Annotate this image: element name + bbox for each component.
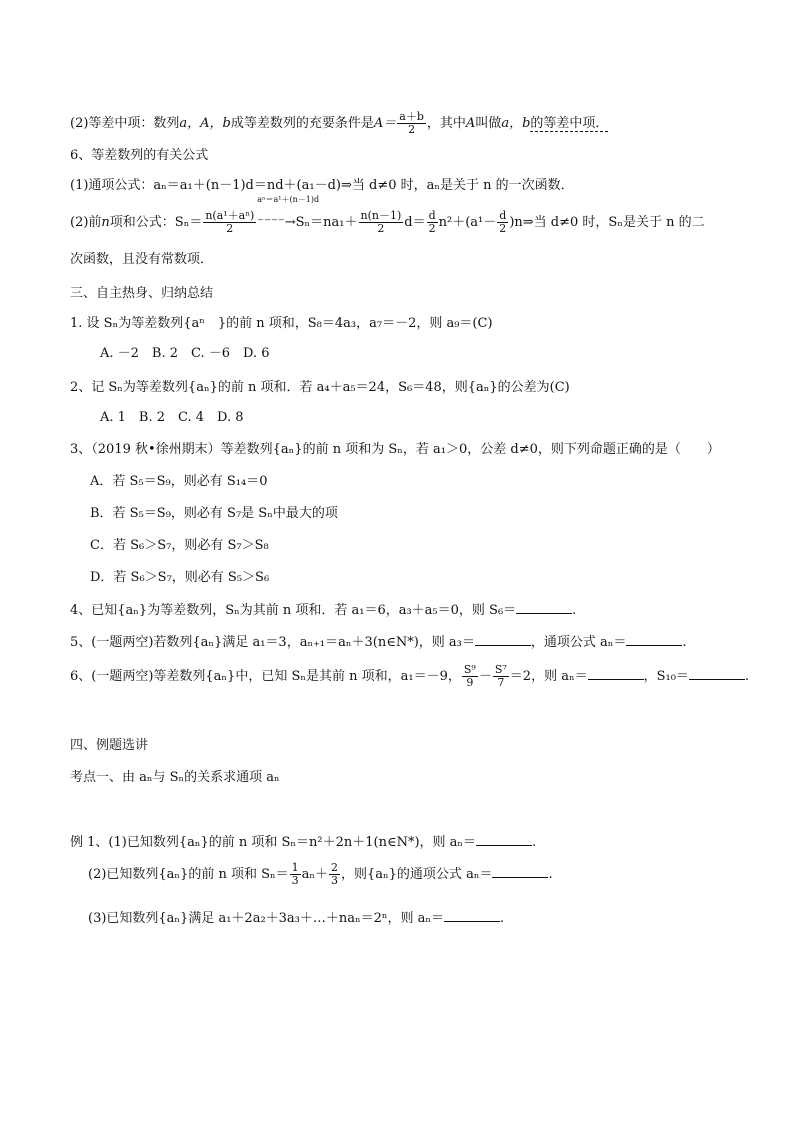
answer-blank[interactable] — [475, 634, 531, 646]
question-1: 1. 设 Sₙ为等差数列{aⁿ }的前 n 项和，S₈＝4a₃，a₇＝－2，则 a₉＝(C) — [70, 316, 493, 331]
answer-blank[interactable] — [689, 668, 745, 680]
fraction: $\frac{1}{3}$ — [291, 861, 299, 887]
option-a: A．若 S₅＝S₉，则必有 S₁₄＝0 — [90, 474, 268, 489]
question-4: 4、已知{aₙ}为等差数列，Sₙ为其前 n 项和．若 a₁＝6，a₃＋a₅＝0，则 S₆＝ . — [70, 603, 577, 618]
topic-heading: 考点一、由 aₙ与 Sₙ的关系求通项 aₙ — [70, 770, 280, 785]
text: 4、已知{aₙ}为等差数列，Sₙ为其前 n 项和．若 a₁＝6，a₃＋a₅＝0，则 S₆＝ — [70, 603, 517, 618]
text: 的等差中项． — [530, 116, 609, 131]
text: aₙ＋ — [301, 867, 329, 882]
option-d: D．若 S₆＞S₇，则必有 S₅＞S₆ — [90, 570, 270, 585]
question-1-options: A. －2 B. 2 C. －6 D. 6 — [100, 346, 270, 361]
text: n — [101, 215, 110, 230]
text: A — [465, 116, 476, 131]
section-heading: 三、自主热身、归纳总结 — [70, 286, 214, 301]
text: 6、(一题两空)等差数列{aₙ}中，已知 Sₙ是其前 n 项和，a₁＝－9， — [70, 669, 461, 684]
fraction: $\frac{a+b}{2}$ — [399, 110, 424, 136]
text: 例 1、(1)已知数列{aₙ}的前 n 项和 Sₙ＝n²＋2n＋1(n∈N*)，则 aₙ＝ — [70, 835, 477, 850]
text: 项和公式：Sₙ＝ — [109, 215, 203, 230]
text: ＝2，则 aₙ＝ — [509, 669, 588, 684]
text: n²＋ — [438, 215, 466, 230]
text: ，S₁₀＝ — [643, 669, 689, 684]
section-heading: 6、等差数列的有关公式 — [70, 148, 209, 163]
equal-difference-middle-term — [70, 108, 794, 140]
question-2-options: A. 1 B. 2 C. 4 D. 8 — [100, 410, 244, 425]
answer-blank[interactable] — [444, 910, 500, 922]
example-1-part-1: 例 1、(1)已知数列{aₙ}的前 n 项和 Sₙ＝n²＋2n＋1(n∈N*)，则 aₙ＝ . — [70, 835, 537, 850]
text: d＝ — [404, 215, 426, 230]
answer-blank[interactable] — [588, 668, 644, 680]
section-heading: 四、例题选讲 — [70, 738, 149, 753]
question-6: 6、(一题两空)等差数列{aₙ}中，已知 Sₙ是其前 n 项和，a₁＝－9， $\frac{\text{S⁹}}{9}$ － $\frac{\text{S⁷}}{7}$ ＝2，则 aₙ＝ ，S₁₀＝ . — [70, 663, 750, 689]
text: 成等差数列的充要条件是 — [230, 116, 374, 131]
answer-blank[interactable] — [516, 602, 572, 614]
text: ，其中 — [426, 116, 466, 131]
text: 叫做 — [475, 116, 502, 131]
text: ，通项公式 aₙ＝ — [530, 635, 627, 650]
text: a，A，b — [179, 116, 231, 131]
option-b: B．若 S₅＝S₉，则必有 S₇是 Sₙ中最大的项 — [90, 506, 338, 521]
fraction: $\frac{\text{S⁹}}{9}$ — [463, 663, 476, 689]
question-3: 3、（2019 秋•徐州期末）等差数列{aₙ}的前 n 项和为 Sₙ，若 a₁＞0，公差 d≠0，则下列命题正确的是（ ） — [70, 442, 720, 457]
question-5: 5、(一题两空)若数列{aₙ}满足 a₁＝3，aₙ₊₁＝aₙ＋3(n∈N*)，则 a₃＝ ，通项公式 aₙ＝ . — [70, 635, 687, 650]
fraction: $\frac{d}{2}$ — [428, 209, 436, 235]
option-c: C．若 S₆＞S₇，则必有 S₇＞S₈ — [90, 538, 269, 553]
text: a，b — [501, 116, 531, 131]
sum-formula-line — [70, 195, 794, 240]
answer-blank[interactable] — [476, 834, 532, 846]
fraction: $\frac{d}{2}$ — [499, 209, 507, 235]
text: )n⇒当 d≠0 时，Sₙ是关于 n 的二 — [509, 215, 705, 230]
fraction: $\frac{2}{3}$ — [331, 861, 339, 887]
fraction: $\frac{\text{S⁷}}{7}$ — [494, 663, 507, 689]
fraction: $\frac{n(n-1)}{2}$ — [360, 209, 402, 235]
text: (3)已知数列{aₙ}满足 a₁＋2a₂＋3a₃＋…＋naₙ＝2ⁿ，则 aₙ＝ — [88, 911, 445, 926]
text-line: 次函数，且没有常数项． — [70, 252, 214, 267]
formula-line: (1)通项公式：aₙ＝a₁＋(n－1)d＝nd＋(a₁－d)⇒当 d≠0 时，aₙ是关于 n 的一次函数． — [70, 178, 574, 193]
text: ，则{aₙ}的通项公式 aₙ＝ — [341, 867, 493, 882]
example-1-part-3: (3)已知数列{aₙ}满足 a₁＋2a₂＋3a₃＋…＋naₙ＝2ⁿ，则 aₙ＝ . — [88, 911, 505, 926]
text: A＝ — [373, 116, 397, 131]
question-2: 2、记 Sₙ为等差数列{aₙ}的前 n 项和．若 a₄＋a₅＝24，S₆＝48，则{aₙ}的公差为(C) — [70, 380, 570, 395]
text: (2)前 — [70, 215, 102, 230]
fraction: $\frac{\text{n(a¹＋aⁿ)}}{2}$ — [205, 209, 255, 235]
text: 5、(一题两空)若数列{aₙ}满足 a₁＝3，aₙ₊₁＝aₙ＋3(n∈N*)，则 a₃＝ — [70, 635, 475, 650]
answer-blank[interactable] — [492, 866, 548, 878]
text: (2)等差中项：数列 — [70, 116, 180, 131]
text: (a¹－ — [465, 215, 497, 230]
text: (2)已知数列{aₙ}的前 n 项和 Sₙ＝ — [88, 867, 289, 882]
answer-blank[interactable] — [626, 634, 682, 646]
example-1-part-2: (2)已知数列{aₙ}的前 n 项和 Sₙ＝ $\frac{1}{3}$ aₙ＋ $\frac{2}{3}$ ，则{aₙ}的通项公式 aₙ＝ . — [88, 861, 553, 887]
arrow-group: aⁿ＝a¹＋(n－1)d ⁻⁻⁻⁻→Sₙ＝na₁＋ — [257, 195, 358, 230]
